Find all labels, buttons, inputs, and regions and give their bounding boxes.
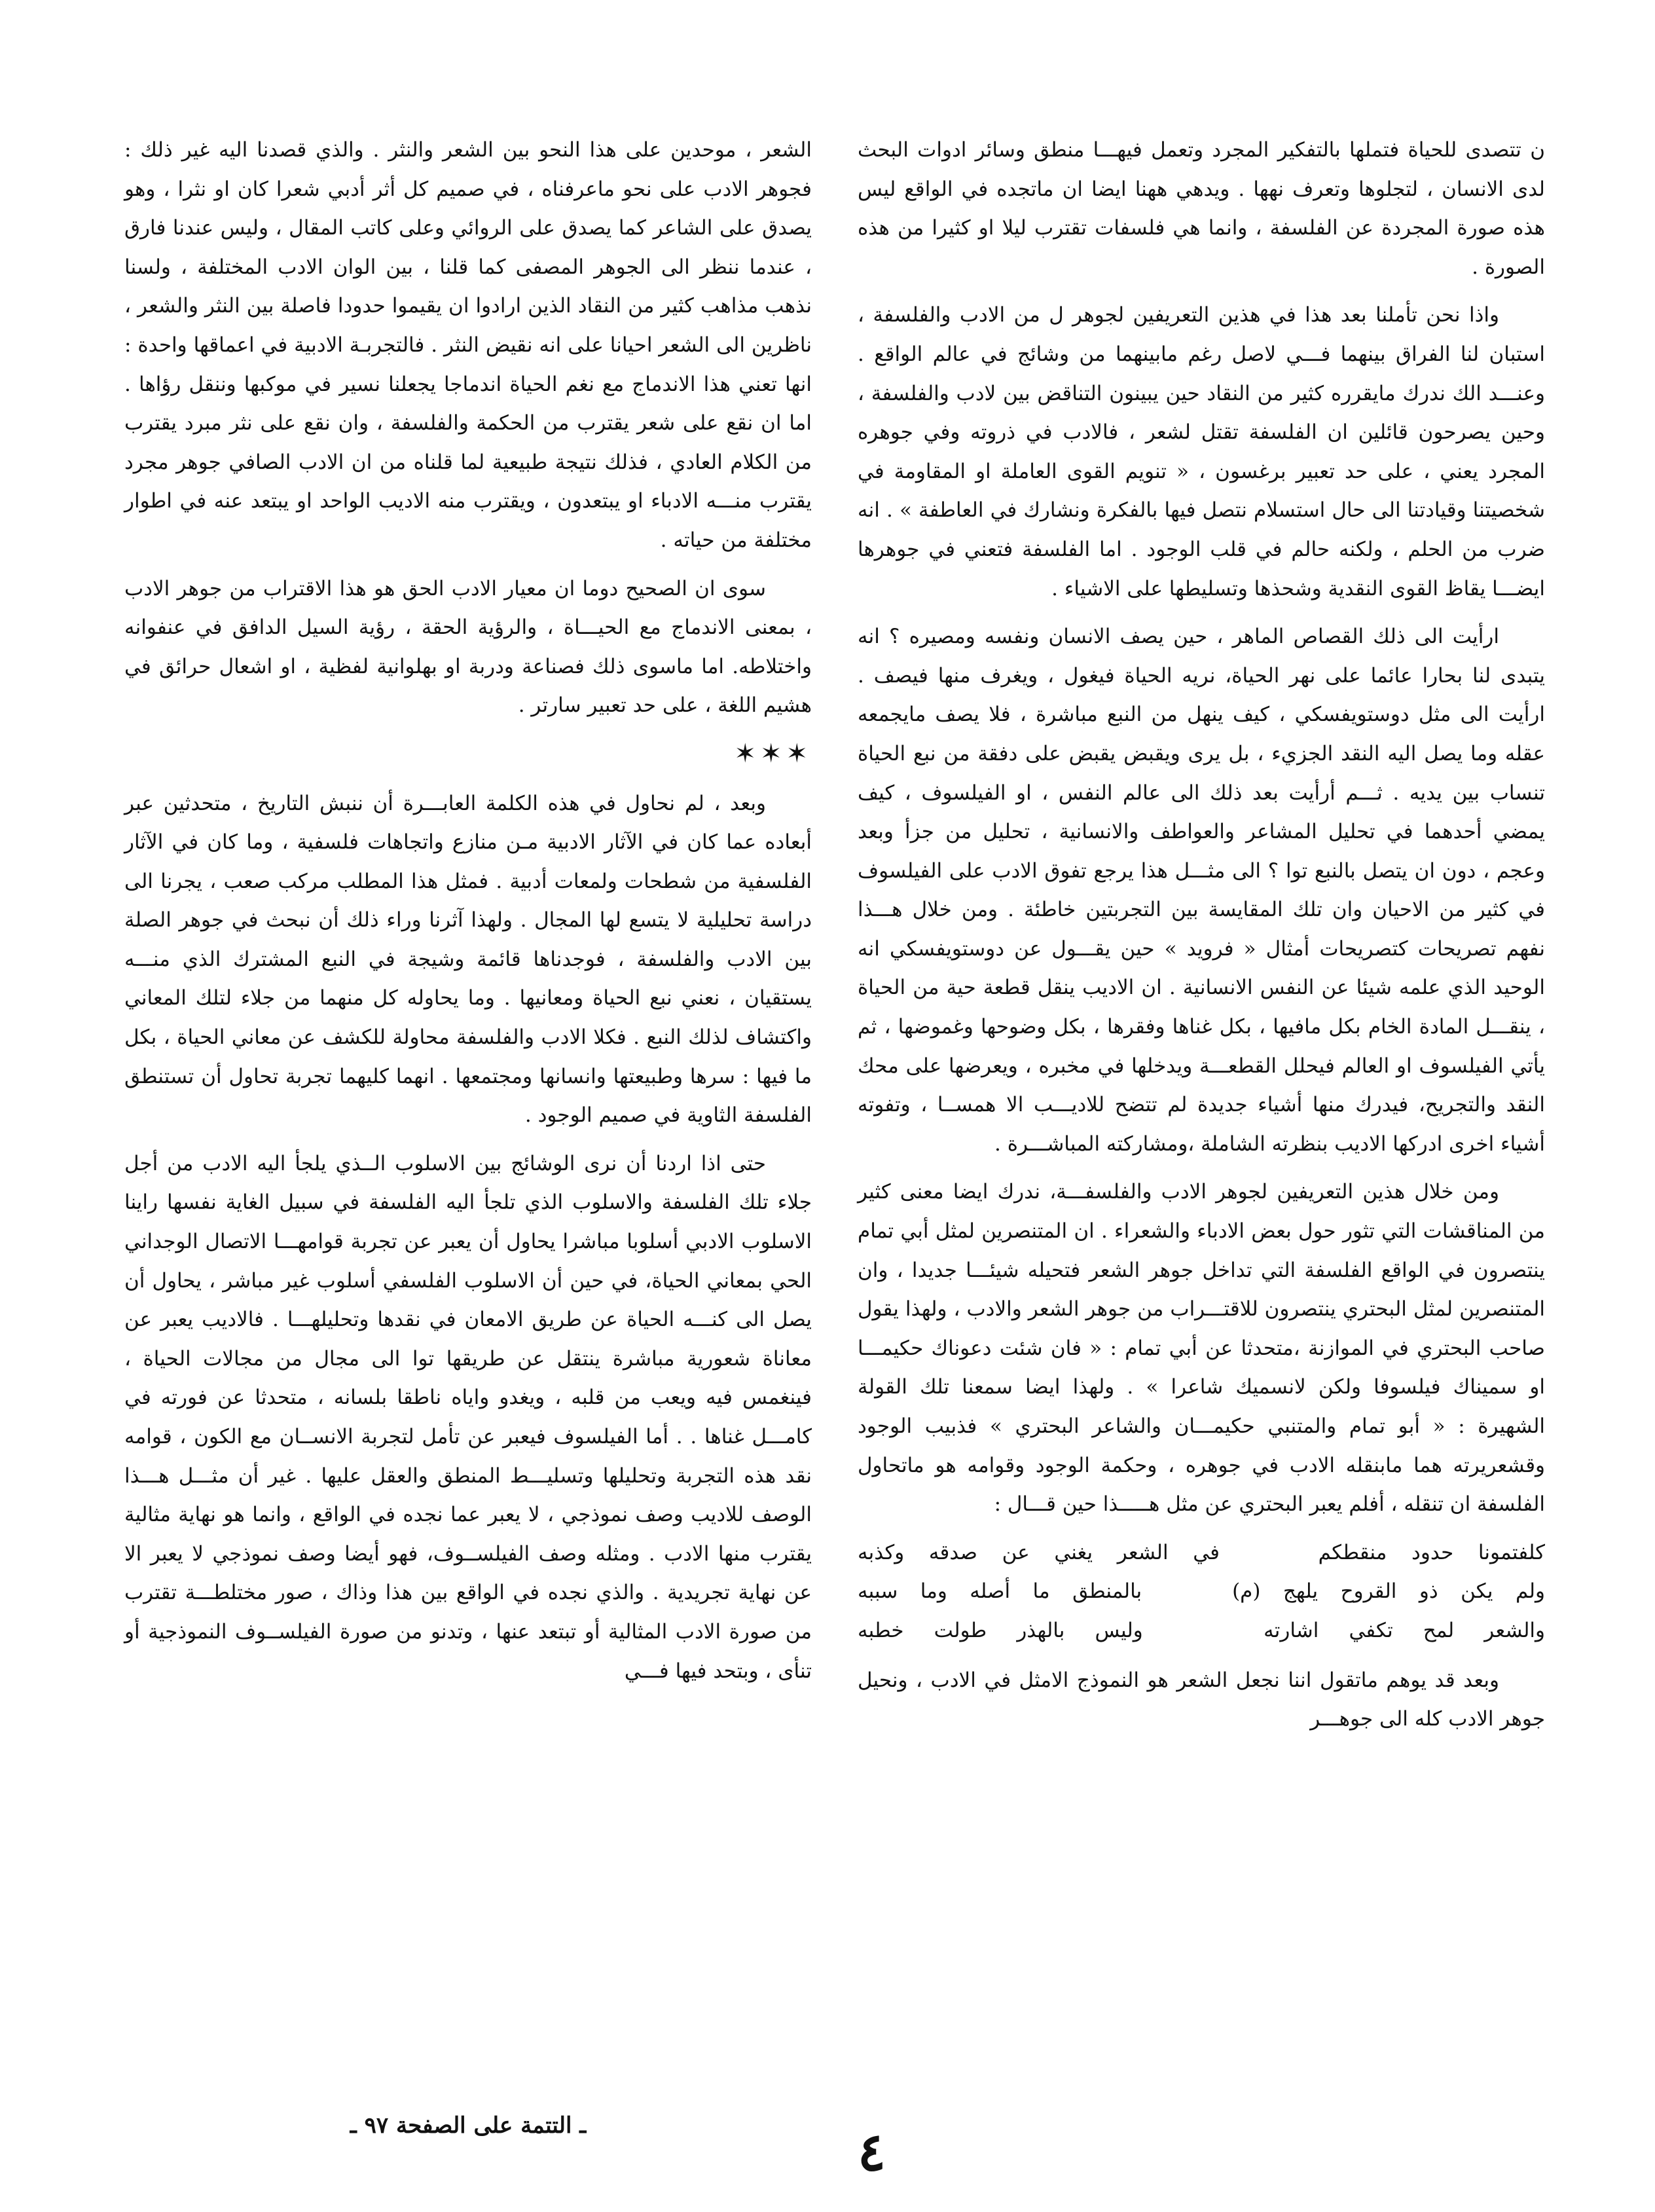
poem-verses xyxy=(858,1534,1545,1651)
paragraph: الشعر ، موحدين على هذا النحو بين الشعر والنثر . والذي قصدنا اليه غير ذلك : فجوهر الادب على نحو ماعرفناه ، في صميم كل أثر أدبي شعرا كان او نثرا ، وهو يصدق على الشاعر كما يصدق على الروائي وعلى كاتب المقال ، وليس عندنا فارق ، عندما ننظر الى الجوهر المصفى كما قلنا ، بين الوان الادب المختلفة ، ولسنا نذهب مذاهب كثير من النقاد الذين ارادوا ان يقيموا حدودا فاصلة بين النثر والشعر ، ناظرين الى الشعر احيانا على انه نقيض النثر . فالتجربـة الادبية في اعماقها واحدة : انها تعني هذا الاندماج مع نغم الحياة اندماجا يجعلنا نسير في موكبها وننقل رؤاها . اما ان نقع على شعر يقترب من الحكمة والفلسفة ، وان نقع على نثر مبرد يقترب من الكلام العادي ، فذلك نتيجة طبيعية لما قلناه من ان الادب الصافي جوهر مجرد يقترب منـــه الادباء او يبتعدون ، ويقترب منه الاديب الواحد او يبتعد عنه في اطوار مختلفة من حياته . xyxy=(124,138,812,552)
paragraph: حتى اذا اردنا أن نرى الوشائج بين الاسلوب الــذي يلجأ اليه الادب من أجل جلاء تلك الفلسفة والاسلوب الذي تلجأ اليه الفلسفة في سبيل الغاية نفسها راينا الاسلوب الادبي أسلوبا مباشرا يحاول أن يعبر عن تجربة قوامهـــا الاتصال الوجداني الحي بمعاني الحياة، في حين أن الاسلوب الفلسفي أسلوب غير مباشر ، يحاول أن يصل الى كنـــه الحياة عن طريق الامعان في نقدها وتحليلهـــا . فالاديب يعبر عن معاناة شعورية مباشرة ينتقل عن طريقها توا الى مجال من مجالات الحياة ، فينغمس فيه ويعب من قلبه ، ويغدو واياه ناطقا بلسانه ، متحدثا عن فورته في كامـــل غناها . . أما الفيلسوف فيعبر عن تأمل لتجربة الانســان مع الكون ، قوامه نقد هذه التجربة وتحليلها وتسليـــط المنطق والعقل عليها . غير أن مثـــل هـــذا الوصف للاديب وصف نموذجي ، لا يعبر عما نجده في الواقع ، وانما هو نهاية مثالية يقترب منها الادب . ومثله وصف الفيلســوف، فهو أيضا وصف نموذجي لا يعبر الا عن نهاية تجريدية . والذي نجده في الواقع بين هذا وذاك ، صور مختلطـــة تقترب من صورة الادب المثالية أو تبتعد عنها ، وتدنو من صورة الفيلســوف النموذجية أو تنأى ، وبتحد فيها فـــي xyxy=(124,1151,812,1683)
page-number: ٤ xyxy=(858,2121,886,2183)
paragraph: واذا نحن تأملنا بعد هذا في هذين التعريفين لجوهر ل من الادب والفلسفة ، استبان لنا الفراق بينهما فـــي لاصل رغم مابينهما من وشائج في عالم الواقع . وعنـــد الك ندرك مايقرره كثير من النقاد حين يبينون التناقض بين لادب والفلسفة ، وحين يصرحون قائلين ان الفلسفة تقتل لشعر ، فالادب في ذروته وفي جوهره المجرد يعني ، على حد تعبير برغسون ، « تنويم القوى العاملة او المقاومة في شخصيتنا وقيادتنا الى حال استسلام نتصل فيها بالفكرة ونشارك في العاطفة » . انه ضرب من الحلم ، ولكنه حالم في قلب الوجود . اما الفلسفة فتعني في جوهرها ايضـــا يقاظ القوى النقدية وشحذها وتسليطها على الاشياء . xyxy=(858,303,1545,600)
verse-hemistich: في الشعر يغني عن صدقه وكذبه xyxy=(858,1540,1220,1564)
verse-line xyxy=(858,1612,1545,1651)
verse-hemistich: والشعر لمح تكفي اشارته xyxy=(1264,1618,1546,1642)
verse-hemistich: وليس بالهذر طولت خطبه xyxy=(858,1618,1143,1642)
right-column xyxy=(858,131,1545,1748)
continuation-note: ـ التتمة على الصفحة ٩٧ ـ xyxy=(350,2112,587,2139)
paragraph: سوى ان الصحيح دوما ان معيار الادب الحق هو هذا الاقتراب من جوهر الادب ، بمعنى الاندماج مع الحيـــاة ، والرؤية الحقة ، رؤية السيل الدافق في عنفوانه واختلاطه. اما ماسوى ذلك فصناعة ودربة او بهلوانية لفظية ، او اشعال حرائق في هشيم اللغة ، على حد تعبير سارتر . xyxy=(124,576,812,718)
verse-hemistich: كلفتمونا حدود منقطكم xyxy=(1318,1540,1545,1564)
verse-line xyxy=(858,1572,1545,1612)
paragraph: وبعد ، لم نحاول في هذه الكلمة العابـــرة أن ننبش التاريخ ، متحدثين عبر أبعاده عما كان في الآثار الادبية مـن منازع واتجاهات فلسفية ، وما كان في الآثار الفلسفية من شطحات ولمعات أدبية . فمثل هذا المطلب مركب صعب ، يجرنا الى دراسة تحليلية لا يتسع لها المجال . ولهذا آثرنا وراء ذلك أن نبحث في جوهر الصلة بين الادب والفلسفة ، فوجدناها قائمة وشيجة في النبع المشترك الذي منـــه يستقيان ، نعني نبع الحياة ومعانيها . وما يحاوله كل منهما من جلاء لتلك المعاني واكتشاف لذلك النبع . فكلا الادب والفلسفة محاولة للكشف عن معاني الحياة ، بكل ما فيها : سرها وطبيعتها وانسانها ومجتمعها . انهما كليهما تجربة تحاول أن تستنطق الفلسفة الثاوية في صميم الوجود . xyxy=(124,791,812,1128)
paragraph: ارأيت الى ذلك القصاص الماهر ، حين يصف الانسان ونفسه ومصيره ؟ انه يتبدى لنا بحارا عائما على نهر الحياة، نريه الحياة فيغول ، ويغرف منها فيصف . ارأيت الى مثل دوستويفسكي ، كيف ينهل من النبع مباشرة ، فلا يصف مايجمعه عقله وما يصل اليه النقد الجزيء ، بل يرى ويقبض يقبض على دفقة من نبع الحياة تنساب بين يديه . ثـــم أرأيت بعد ذلك الى عالم النفس ، او الفيلسوف ، كيف يمضي أحدهما في تحليل المشاعر والعواطف والانسانية ، تحليل من جزأ وبعد وعجم ، دون ان يتصل بالنبع توا ؟ الى مثـــل هذا يرجع تفوق الادب على الفيلسوف في كثير من الاحيان وان تلك المقايسة بين التجربتين خاطئة . ومن خلال هـــذا نفهم تصريحات كتصريحات أمثال « فرويد » حين يقـــول عن دوستويفسكي انه الوحيد الذي علمه شيئا عن النفس الانسانية . ان الاديب ينقل قطعة حية من الحياة ، ينقـــل المادة الخام بكل مافيها ، بكل غناها وفقرها ، بكل وضوحها وغموضها ، ثم يأتي الفيلسوف او العالم فيحلل القطعـــة ويدخلها في مخبره ، ويعرضها على محك النقد والتجريح، فيدرك منها أشياء جديدة لم تتضح للاديـــب الا همســا ، وتفوته أشياء اخرى ادركها الاديب بنظرته الشاملة ،ومشاركته المباشـــرة . xyxy=(858,625,1545,1156)
verse-hemistich: بالمنطق ما أصله وما سببه xyxy=(858,1579,1142,1604)
paragraph: ن تتصدى للحياة فتملها بالتفكير المجرد وتعمل فيهـــا منطق وسائر ادوات البحث لدى الانسان ، لتجلوها وتعرف نهها . ويدهي ههنا ايضا ان ماتجده في الواقع ليس هذه صورة المجردة عن الفلسفة ، وانما هي فلسفات تقترب ليلا او كثيرا من هذه الصورة . xyxy=(858,138,1545,279)
paragraph: ومن خلال هذين التعريفين لجوهر الادب والفلسفـــة، ندرك ايضا معنى كثير من المناقشات التي تثور حول بعض الادباء والشعراء . ان المتنصرين لمثل أبي تمام ينتصرون في الواقع الفلسفة التي تداخل جوهر الشعر فتحيله شيئـــا جديدا ، وان المتنصرين لمثل البحتري ينتصرون للاقتـــراب من جوهر الشعر والادب ، ولهذا يقول صاحب البحتري في الموازنة ،متحدثا عن أبي تمام : « فان شئت دعوناك حكيمـــا او سميناك فيلسوفا ولكن لانسميك شاعرا » . ولهذا ايضا سمعنا تلك القولة الشهيرة : « أبو تمام والمتنبي حكيمـــان والشاعر البحتري » فذبيب الوجود وقشعريرته هما مابنقله الادب في جوهره ، وحكمة الوجود وقوامه هو ماتحاول الفلسفة ان تنقله ، أفلم يعبر البحتري عن مثل هـــــذا حين قـــال : xyxy=(858,1180,1545,1517)
paragraph: وبعد قد يوهم ماتقول اننا نجعل الشعر هو النموذج الامثل في الادب ، ونحيل جوهر الادب كله الى جوهـــر xyxy=(858,1668,1545,1731)
verse-hemistich: ولم يكن ذو القروح يلهج (م) xyxy=(1232,1579,1546,1604)
section-ornament: ✶✶✶ xyxy=(734,738,812,769)
verse-line xyxy=(858,1534,1545,1573)
left-column xyxy=(124,131,812,1700)
